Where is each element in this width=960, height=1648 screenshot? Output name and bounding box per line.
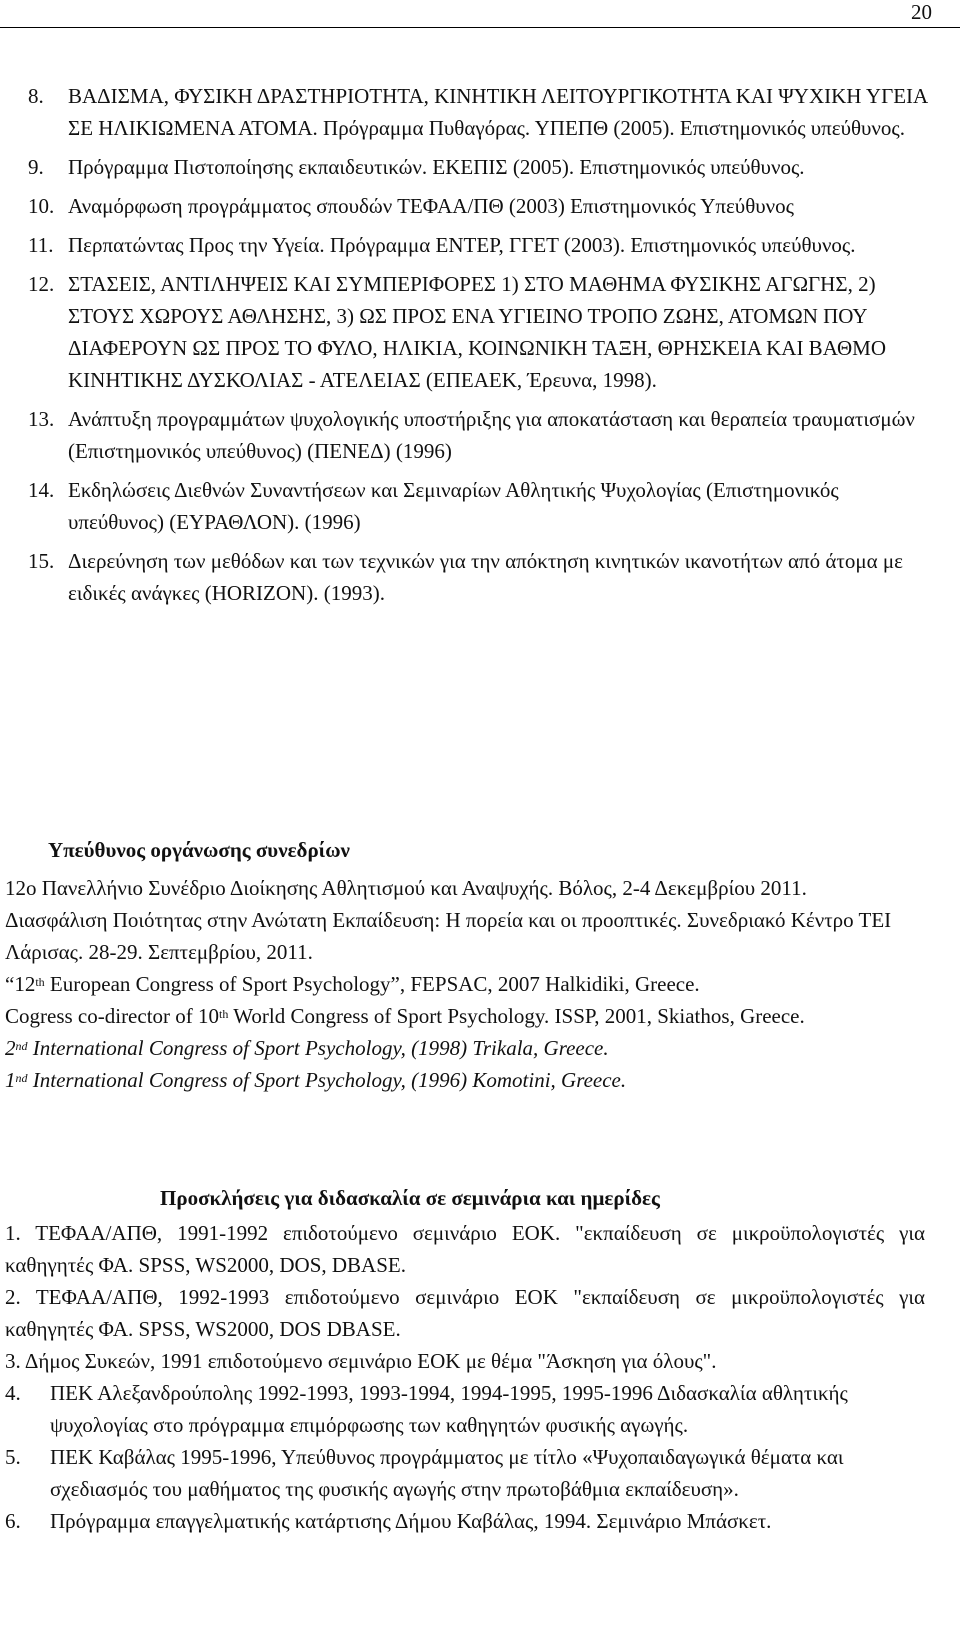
- page-number: 20: [911, 0, 932, 24]
- item-number: 15.: [28, 549, 55, 573]
- ordinal-suffix: nd: [15, 1071, 28, 1085]
- conference-entry: [5, 1064, 925, 1096]
- item-number: 13.: [28, 407, 55, 431]
- conference-entry: [5, 1000, 925, 1032]
- section-title-conferences: Υπεύθυνος οργάνωσης συνεδρίων: [48, 838, 350, 862]
- list-item: [28, 190, 928, 222]
- text-part: Cogress co-director of 10: [5, 1004, 220, 1028]
- item-number: 4.: [5, 1381, 21, 1405]
- list-item: [28, 80, 928, 144]
- text-part: “12: [5, 972, 36, 996]
- item-text: Πρόγραμμα επαγγελματικής κατάρτισης Δήμου Καβάλας, 1994. Σεμινάριο Μπάσκετ.: [50, 1509, 772, 1533]
- item-text: Διερεύνηση των μεθόδων και των τεχνικών για την απόκτηση κινητικών ικανοτήτων από άτομα με ειδικές ανάγκες (HORIZON). (1993).: [68, 549, 903, 605]
- list-item: [28, 545, 928, 609]
- list-item: [28, 151, 928, 183]
- item-number: 5.: [5, 1445, 21, 1469]
- ordinal-suffix: nd: [15, 1039, 28, 1053]
- text-part: 2: [5, 1036, 16, 1060]
- invitations-section: [5, 1217, 925, 1537]
- item-text: ΒΑΔΙΣΜΑ, ΦΥΣΙΚΗ ΔΡΑΣΤΗΡΙΟΤΗΤΑ, ΚΙΝΗΤΙΚΗ ΛΕΙΤΟΥΡΓΙΚΟΤΗΤΑ ΚΑΙ ΨΥΧΙΚΗ ΥΓΕΙΑ ΣΕ ΗΛΙΚΙΩΜΕΝΑ ΑΤΟΜΑ. Πρόγραμμα Πυθαγόρας. ΥΠΕΠΘ (2005). Επιστημονικός υπεύθυνος.: [68, 84, 928, 140]
- item-number: 11.: [28, 233, 54, 257]
- conferences-section: [5, 872, 925, 1096]
- conference-entry: Διασφάλιση Ποιότητας στην Ανώτατη Εκπαίδευση: Η πορεία και οι προοπτικές. Συνεδριακό Κέντρο ΤΕΙ Λάρισας. 28-29. Σεπτεμβρίου, 2011.: [5, 908, 892, 964]
- invitation-entry: [5, 1505, 925, 1537]
- item-text: ΣΤΑΣΕΙΣ, ΑΝΤΙΛΗΨΕΙΣ ΚΑΙ ΣΥΜΠΕΡΙΦΟΡΕΣ 1) ΣΤΟ ΜΑΘΗΜΑ ΦΥΣΙΚΗΣ ΑΓΩΓΗΣ, 2) ΣΤΟΥΣ ΧΩΡΟΥΣ ΑΘΛΗΣΗΣ, 3) ΩΣ ΠΡΟΣ ΕΝΑ ΥΓΙΕΙΝΟ ΤΡΟΠΟ ΖΩΗΣ, ΑΤΟΜΩΝ ΠΟΥ ΔΙΑΦΕΡΟΥΝ ΩΣ ΠΡΟΣ ΤΟ ΦΥΛΟ, ΗΛΙΚΙΑ, ΚΟΙΝΩΝΙΚΗ ΤΑΞΗ, ΘΡΗΣΚΕΙΑ ΚΑΙ ΒΑΘΜΟ ΚΙΝΗΤΙΚΗΣ ΔΥΣΚΟΛΙΑΣ - ΑΤΕΛΕΙΑΣ (ΕΠΕΑΕΚ, Έρευνα, 1998).: [68, 272, 886, 392]
- item-number: 9.: [28, 155, 44, 179]
- list-item: [28, 474, 928, 538]
- item-number: 14.: [28, 478, 55, 502]
- conference-entry: [5, 1032, 925, 1064]
- ordinal-suffix: th: [35, 975, 45, 989]
- text-part: International Congress of Sport Psychology, (1998) Trikala, Greece.: [27, 1036, 609, 1060]
- conference-entry: [5, 968, 925, 1000]
- item-number: 12.: [28, 272, 55, 296]
- text-part: International Congress of Sport Psychology, (1996) Komotini, Greece.: [27, 1068, 627, 1092]
- ordinal-suffix: th: [219, 1007, 229, 1021]
- item-text: ΠΕΚ Καβάλας 1995-1996, Υπεύθυνος προγράμματος με τίτλο «Ψυχοπαιδαγωγικά θέματα και σχεδιασμός του μαθήματος της φυσικής αγωγής στην πρωτοβάθμια εκπαίδευση».: [50, 1445, 844, 1501]
- list-item: [28, 403, 928, 467]
- item-text: ΠΕΚ Αλεξανδρούπολης 1992-1993, 1993-1994, 1994-1995, 1995-1996 Διδασκαλία αθλητικής ψυχολογίας στο πρόγραμμα επιμόρφωσης των καθηγητών φυσικής αγωγής.: [50, 1381, 848, 1437]
- invitation-entry: [5, 1377, 925, 1441]
- invitation-entry: 2. ΤΕΦΑΑ/ΑΠΘ, 1992-1993 επιδοτούμενο σεμινάριο ΕΟΚ "εκπαίδευση σε μικροϋπολογιστές για καθηγητές ΦΑ. SPSS, WS2000, DOS DBASE.: [5, 1285, 925, 1341]
- item-number: 6.: [5, 1509, 21, 1533]
- text-part: World Congress of Sport Psychology. ISSP, 2001, Skiathos, Greece.: [228, 1004, 805, 1028]
- item-number: 10.: [28, 194, 55, 218]
- list-item: [28, 229, 928, 261]
- section-title-invitations: Προσκλήσεις για διδασκαλία σε σεμινάρια και ημερίδες: [160, 1186, 660, 1210]
- item-text: Εκδηλώσεις Διεθνών Συναντήσεων και Σεμιναρίων Αθλητικής Ψυχολογίας (Επιστημονικός υπεύθυνος) (ΕΥΡΑΘΛΟΝ). (1996): [68, 478, 839, 534]
- conference-entry: 12ο Πανελλήνιο Συνέδριο Διοίκησης Αθλητισμού και Αναψυχής. Βόλος, 2-4 Δεκεμβρίου 2011.: [5, 876, 807, 900]
- header-rule: [0, 27, 960, 28]
- invitation-entry: [5, 1441, 925, 1505]
- item-text: Περπατώντας Προς την Υγεία. Πρόγραμμα ΕΝΤΕΡ, ΓΓΕΤ (2003). Επιστημονικός υπεύθυνος.: [68, 233, 856, 257]
- text-part: European Congress of Sport Psychology”, FEPSAC, 2007 Halkidiki, Greece.: [44, 972, 700, 996]
- invitation-entry: 3. Δήμος Συκεών, 1991 επιδοτούμενο σεμινάριο ΕΟΚ με θέμα "Άσκηση για όλους".: [5, 1349, 717, 1373]
- item-text: Ανάπτυξη προγραμμάτων ψυχολογικής υποστήριξης για αποκατάσταση και θεραπεία τραυματισμών (Επιστημονικός υπεύθυνος) (ΠΕΝΕΔ) (1996): [68, 407, 915, 463]
- item-text: Αναμόρφωση προγράμματος σπουδών ΤΕΦΑΑ/ΠΘ (2003) Επιστημονικός Υπεύθυνος: [68, 194, 794, 218]
- invitation-entry: 1. ΤΕΦΑΑ/ΑΠΘ, 1991-1992 επιδοτούμενο σεμινάριο ΕΟΚ. "εκπαίδευση σε μικροϋπολογιστές για καθηγητές ΦΑ. SPSS, WS2000, DOS, DBASE.: [5, 1221, 925, 1277]
- item-text: Πρόγραμμα Πιστοποίησης εκπαιδευτικών. ΕΚΕΠΙΣ (2005). Επιστημονικός υπεύθυνος.: [68, 155, 805, 179]
- item-number: 8.: [28, 84, 44, 108]
- projects-list: [28, 80, 928, 616]
- text-part: 1: [5, 1068, 16, 1092]
- list-item: [28, 268, 928, 396]
